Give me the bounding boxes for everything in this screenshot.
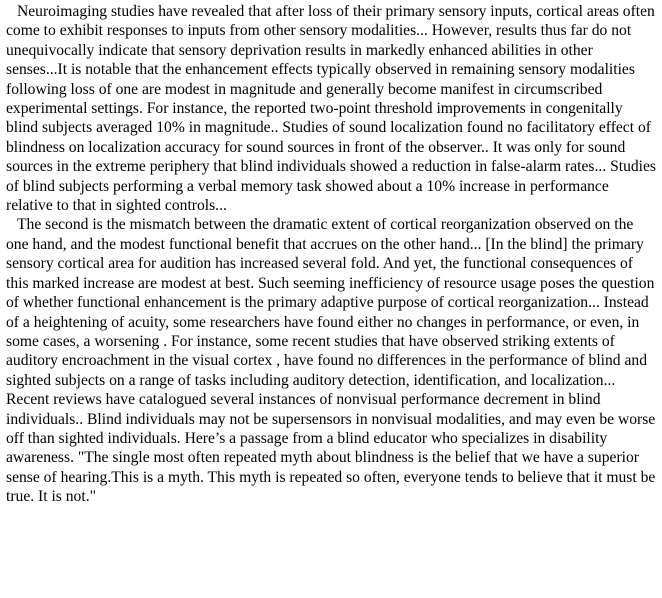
paragraph-1: Neuroimaging studies have revealed that after loss of their primary sensory inputs, cortical areas often come to exhibit responses to inputs from other sensory modalities... However, results thus far do not unequivocally indicate that sensory deprivation results in markedly enhanced abilities in other senses...It is notable that the enhancement effects typically observed in remaining sensory modalities following loss of one are modest in magnitude and generally become manifest in circumscribed experimental settings. For instance, the reported two-point threshold improvements in congenitally blind subjects averaged 10% in magnitude.. Studies of sound localization found no facilitatory effect of blindness on localization accuracy for sound sources in front of the observer.. It was only for sound sources in the extreme periphery that blind individuals showed a reduction in false-alarm rates... Studies of blind subjects performing a verbal memory task showed about a 10% increase in performance relative to that in sighted controls...: [6, 3, 656, 215]
paragraph-2: The second is the mismatch between the dramatic extent of cortical reorganization observed on the one hand, and the modest functional benefit that accrues on the other hand... [In the blind] the primary sensory cortical area for audition has increased several fold. And yet, the functional consequences of this marked increase are modest at best. Such seeming inefficiency of resource usage poses the question of whether functional enhancement is the primary adaptive purpose of cortical reorganization... Instead of a heightening of acuity, some researchers have found either no changes in performance, or even, in some cases, a worsening . For instance, some recent studies that have observed striking extents of auditory encroachment in the visual cortex , have found no differences in the performance of blind and sighted subjects on a range of tasks including auditory detection, identification, and localization... Recent reviews have catalogued several instances of nonvisual performance decrement in blind individuals.. Blind individuals may not be supersensors in nonvisual modalities, and may even be worse off than sighted individuals. Here’s a passage from a blind educator who specializes in disability awareness. "The single most often repeated myth about blindness is the belief that we have a superior sense of hearing.This is a myth. This myth is repeated so often, everyone tends to believe that it must be true. It is not.": [6, 216, 656, 506]
